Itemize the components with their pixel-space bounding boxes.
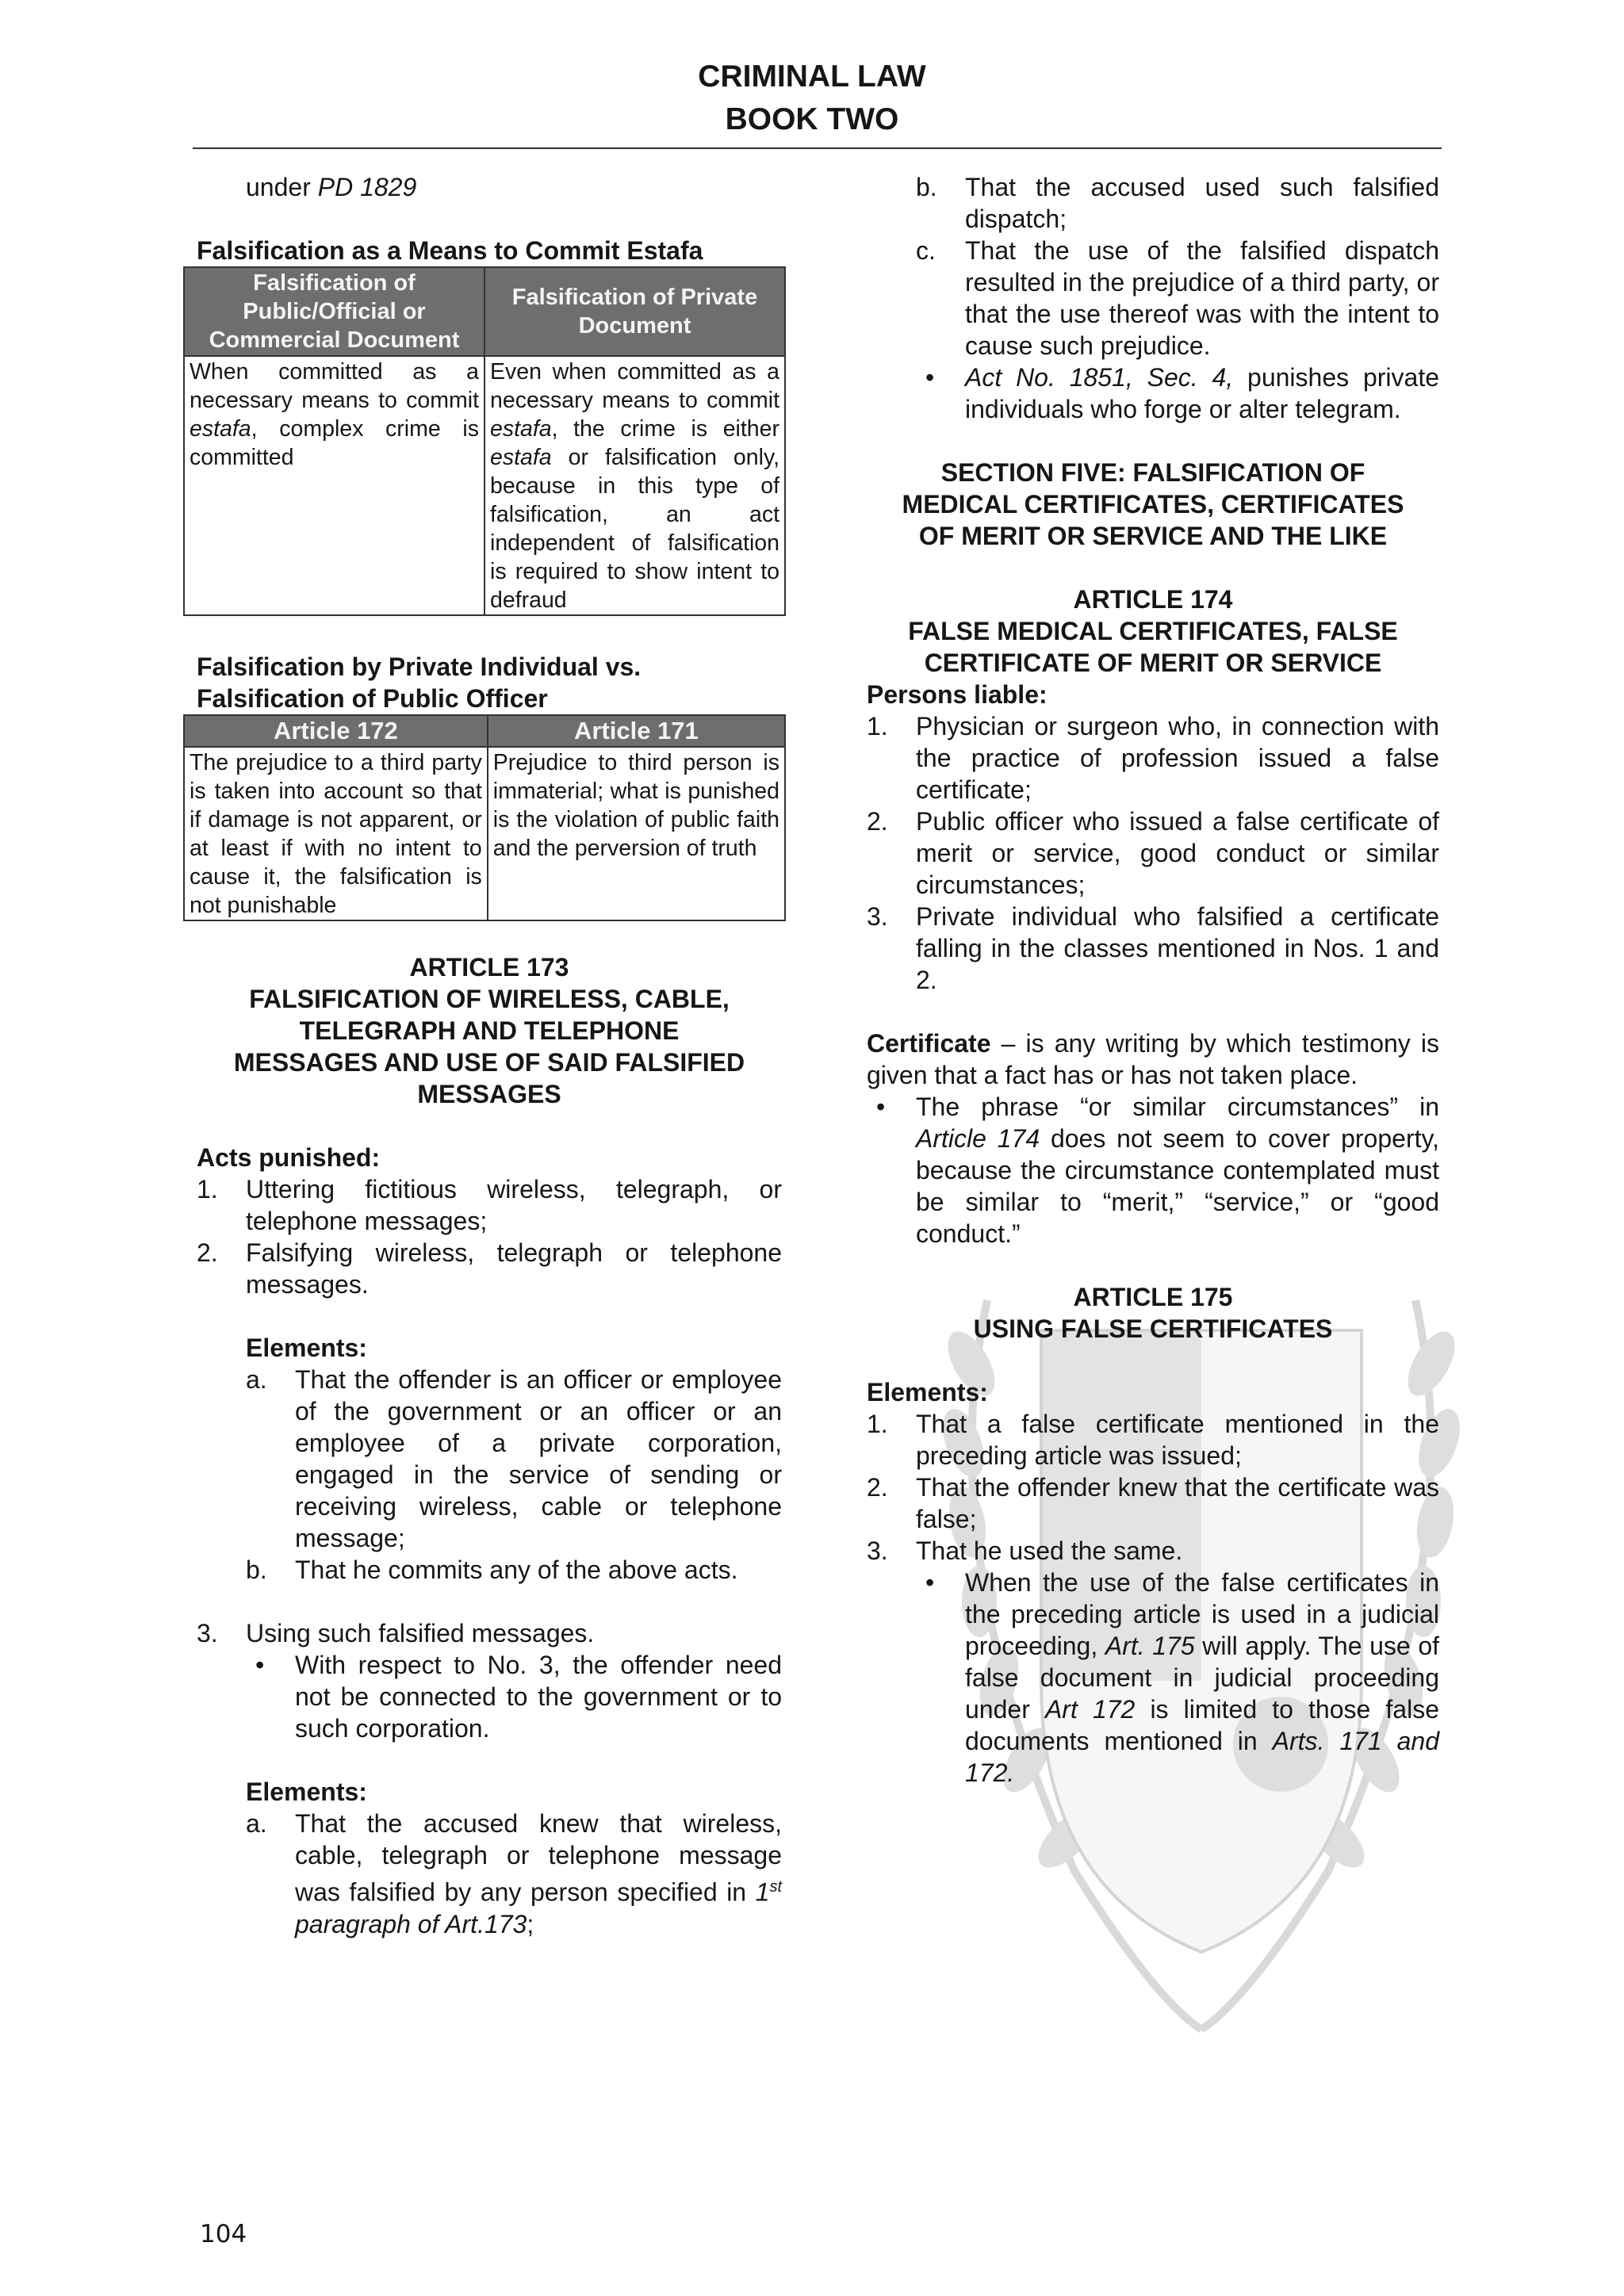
- article-174-title-2: CERTIFICATE OF MERIT OR SERVICE: [924, 649, 1382, 677]
- list-item: 1. Physician or surgeon who, in connection with the practice of profession issued a false certificate;: [867, 712, 1439, 804]
- article-173-title-4: MESSAGES: [417, 1080, 561, 1108]
- estafa-header-private: Falsification of Private Document: [485, 267, 785, 356]
- list-item: 3. Using such falsified messages.: [197, 1619, 595, 1647]
- list-item: 1. Uttering fictitious wireless, telegraph, or telephone messages;: [197, 1175, 782, 1235]
- list-item: b. That the accused used such falsified dispatch;: [916, 173, 1439, 233]
- article-171-cell: Prejudice to third person is immaterial; what is punished is the violation of public faith and the perversion of truth: [488, 747, 785, 920]
- estafa-cell-private: Even when committed as a necessary means to commit estafa, the crime is either estafa or falsification only, because in this type of falsification, an act independent of falsification is required to show intent to defraud: [485, 356, 785, 615]
- article-175-number: ARTICLE 175: [1073, 1283, 1233, 1311]
- list-item: a. That the offender is an officer or employee of the government or an officer or an employee of a private corporation, engaged in the service of sending or receiving wireless, cable or telephone message;: [246, 1365, 782, 1552]
- acts-punished-label: Acts punished:: [197, 1143, 381, 1172]
- private-vs-public-title-1: Falsification by Private Individual vs.: [197, 652, 642, 681]
- right-column: [867, 171, 1439, 1789]
- elements-list-2: [246, 1808, 782, 1940]
- elements-label-2: Elements:: [246, 1777, 367, 1806]
- list-item: a. That the accused knew that wireless, cable, telegraph or telephone message was falsified by any person specified in 1st paragraph of Art.173;: [246, 1809, 782, 1938]
- article-173-title-1: FALSIFICATION OF WIRELESS, CABLE,: [249, 985, 730, 1013]
- bullet-item: • When the use of the false certificates in the preceding article is used in a judicial proceeding, Art. 175 will apply. The use of false document in judicial proceeding under Art 172 is limited to those false documents mentioned in Arts. 171 and 172.: [925, 1568, 1440, 1787]
- continued-elements-list: [916, 171, 1439, 362]
- article-173-number: ARTICLE 173: [409, 953, 569, 982]
- intro-line: [197, 171, 782, 203]
- bullet-item: • Act No. 1851, Sec. 4, punishes private individuals who forge or alter telegram.: [925, 363, 1440, 423]
- list-item: 1. That a false certificate mentioned in the preceding article was issued;: [867, 1410, 1439, 1470]
- act-3-list: [197, 1617, 782, 1649]
- bullet-icon: •: [925, 363, 935, 392]
- article-comparison-table: [183, 714, 786, 921]
- persons-liable-label: Persons liable:: [867, 680, 1048, 709]
- acts-punished-list: [197, 1173, 782, 1300]
- section-five-title-3: OF MERIT OR SERVICE AND THE LIKE: [918, 522, 1388, 550]
- intro-prefix: under: [246, 173, 318, 201]
- bullet-icon: •: [876, 1093, 886, 1121]
- estafa-header-public: Falsification of Public/Official or Commercial Document: [184, 267, 485, 356]
- section-five-title-1: SECTION FIVE: FALSIFICATION OF: [940, 458, 1365, 487]
- list-item: 3. That he used the same.: [867, 1536, 1183, 1565]
- estafa-comparison-table: [183, 266, 786, 616]
- persons-liable-list: [867, 710, 1439, 996]
- list-item: 2. That the offender knew that the certificate was false;: [867, 1473, 1439, 1533]
- article-173-title-3: MESSAGES AND USE OF SAID FALSIFIED: [233, 1048, 745, 1077]
- list-item: c. That the use of the falsified dispatch resulted in the prejudice of a third party, or that the use thereof was with the intent to cause such prejudice.: [916, 236, 1439, 360]
- bullet-icon: •: [255, 1651, 265, 1679]
- article-173-title-2: TELEGRAPH AND TELEPHONE: [299, 1016, 680, 1045]
- article-172-cell: The prejudice to a third party is taken into account so that if damage is not apparent, or at least if with no intent to cause it, the falsification is not punishable: [184, 747, 488, 920]
- list-item: 3. Private individual who falsified a certificate falling in the classes mentioned in Nos. 1 and 2.: [867, 902, 1439, 994]
- header-subtitle: BOOK TWO: [725, 102, 899, 136]
- article-174-number: ARTICLE 174: [1073, 585, 1233, 614]
- article-175-title: USING FALSE CERTIFICATES: [973, 1314, 1333, 1343]
- header-title: CRIMINAL LAW: [698, 59, 926, 94]
- article-172-header: Article 172: [184, 715, 488, 747]
- list-item: 2. Falsifying wireless, telegraph or telephone messages.: [197, 1238, 782, 1299]
- estafa-section-title: Falsification as a Means to Commit Estafa: [197, 236, 703, 265]
- list-item: b. That he commits any of the above acts.: [246, 1556, 738, 1584]
- list-item: 2. Public officer who issued a false certificate of merit or service, good conduct or similar circumstances;: [867, 807, 1439, 899]
- section-five-title-2: MEDICAL CERTIFICATES, CERTIFICATES: [902, 490, 1404, 519]
- certificate-definition: Certificate – is any writing by which testimony is given that a fact has or has not taken place.: [867, 1029, 1439, 1089]
- intro-italic: PD 1829: [317, 173, 417, 201]
- elements-list: [246, 1364, 782, 1586]
- article-171-header: Article 171: [488, 715, 785, 747]
- estafa-cell-public: When committed as a necessary means to commit estafa, complex crime is committed: [184, 356, 485, 615]
- left-column: [190, 171, 782, 1940]
- private-vs-public-title-2: Falsification of Public Officer: [197, 684, 548, 713]
- header-rule: [193, 147, 1442, 149]
- article-174-title-1: FALSE MEDICAL CERTIFICATES, FALSE: [908, 617, 1398, 645]
- page-header: [0, 55, 1624, 141]
- bullet-icon: •: [925, 1568, 935, 1597]
- page-number: 104: [200, 2220, 247, 2248]
- article-175-elements-label: Elements:: [867, 1378, 988, 1406]
- article-175-elements-list: [867, 1408, 1439, 1567]
- bullet-item: • With respect to No. 3, the offender need not be connected to the government or to such corporation.: [255, 1651, 782, 1743]
- elements-label: Elements:: [246, 1334, 367, 1362]
- bullet-item: • The phrase “or similar circumstances” in Article 174 does not seem to cover property, because the circumstance contemplated must be similar to “merit,” “service,” or “good conduct.”: [876, 1093, 1440, 1248]
